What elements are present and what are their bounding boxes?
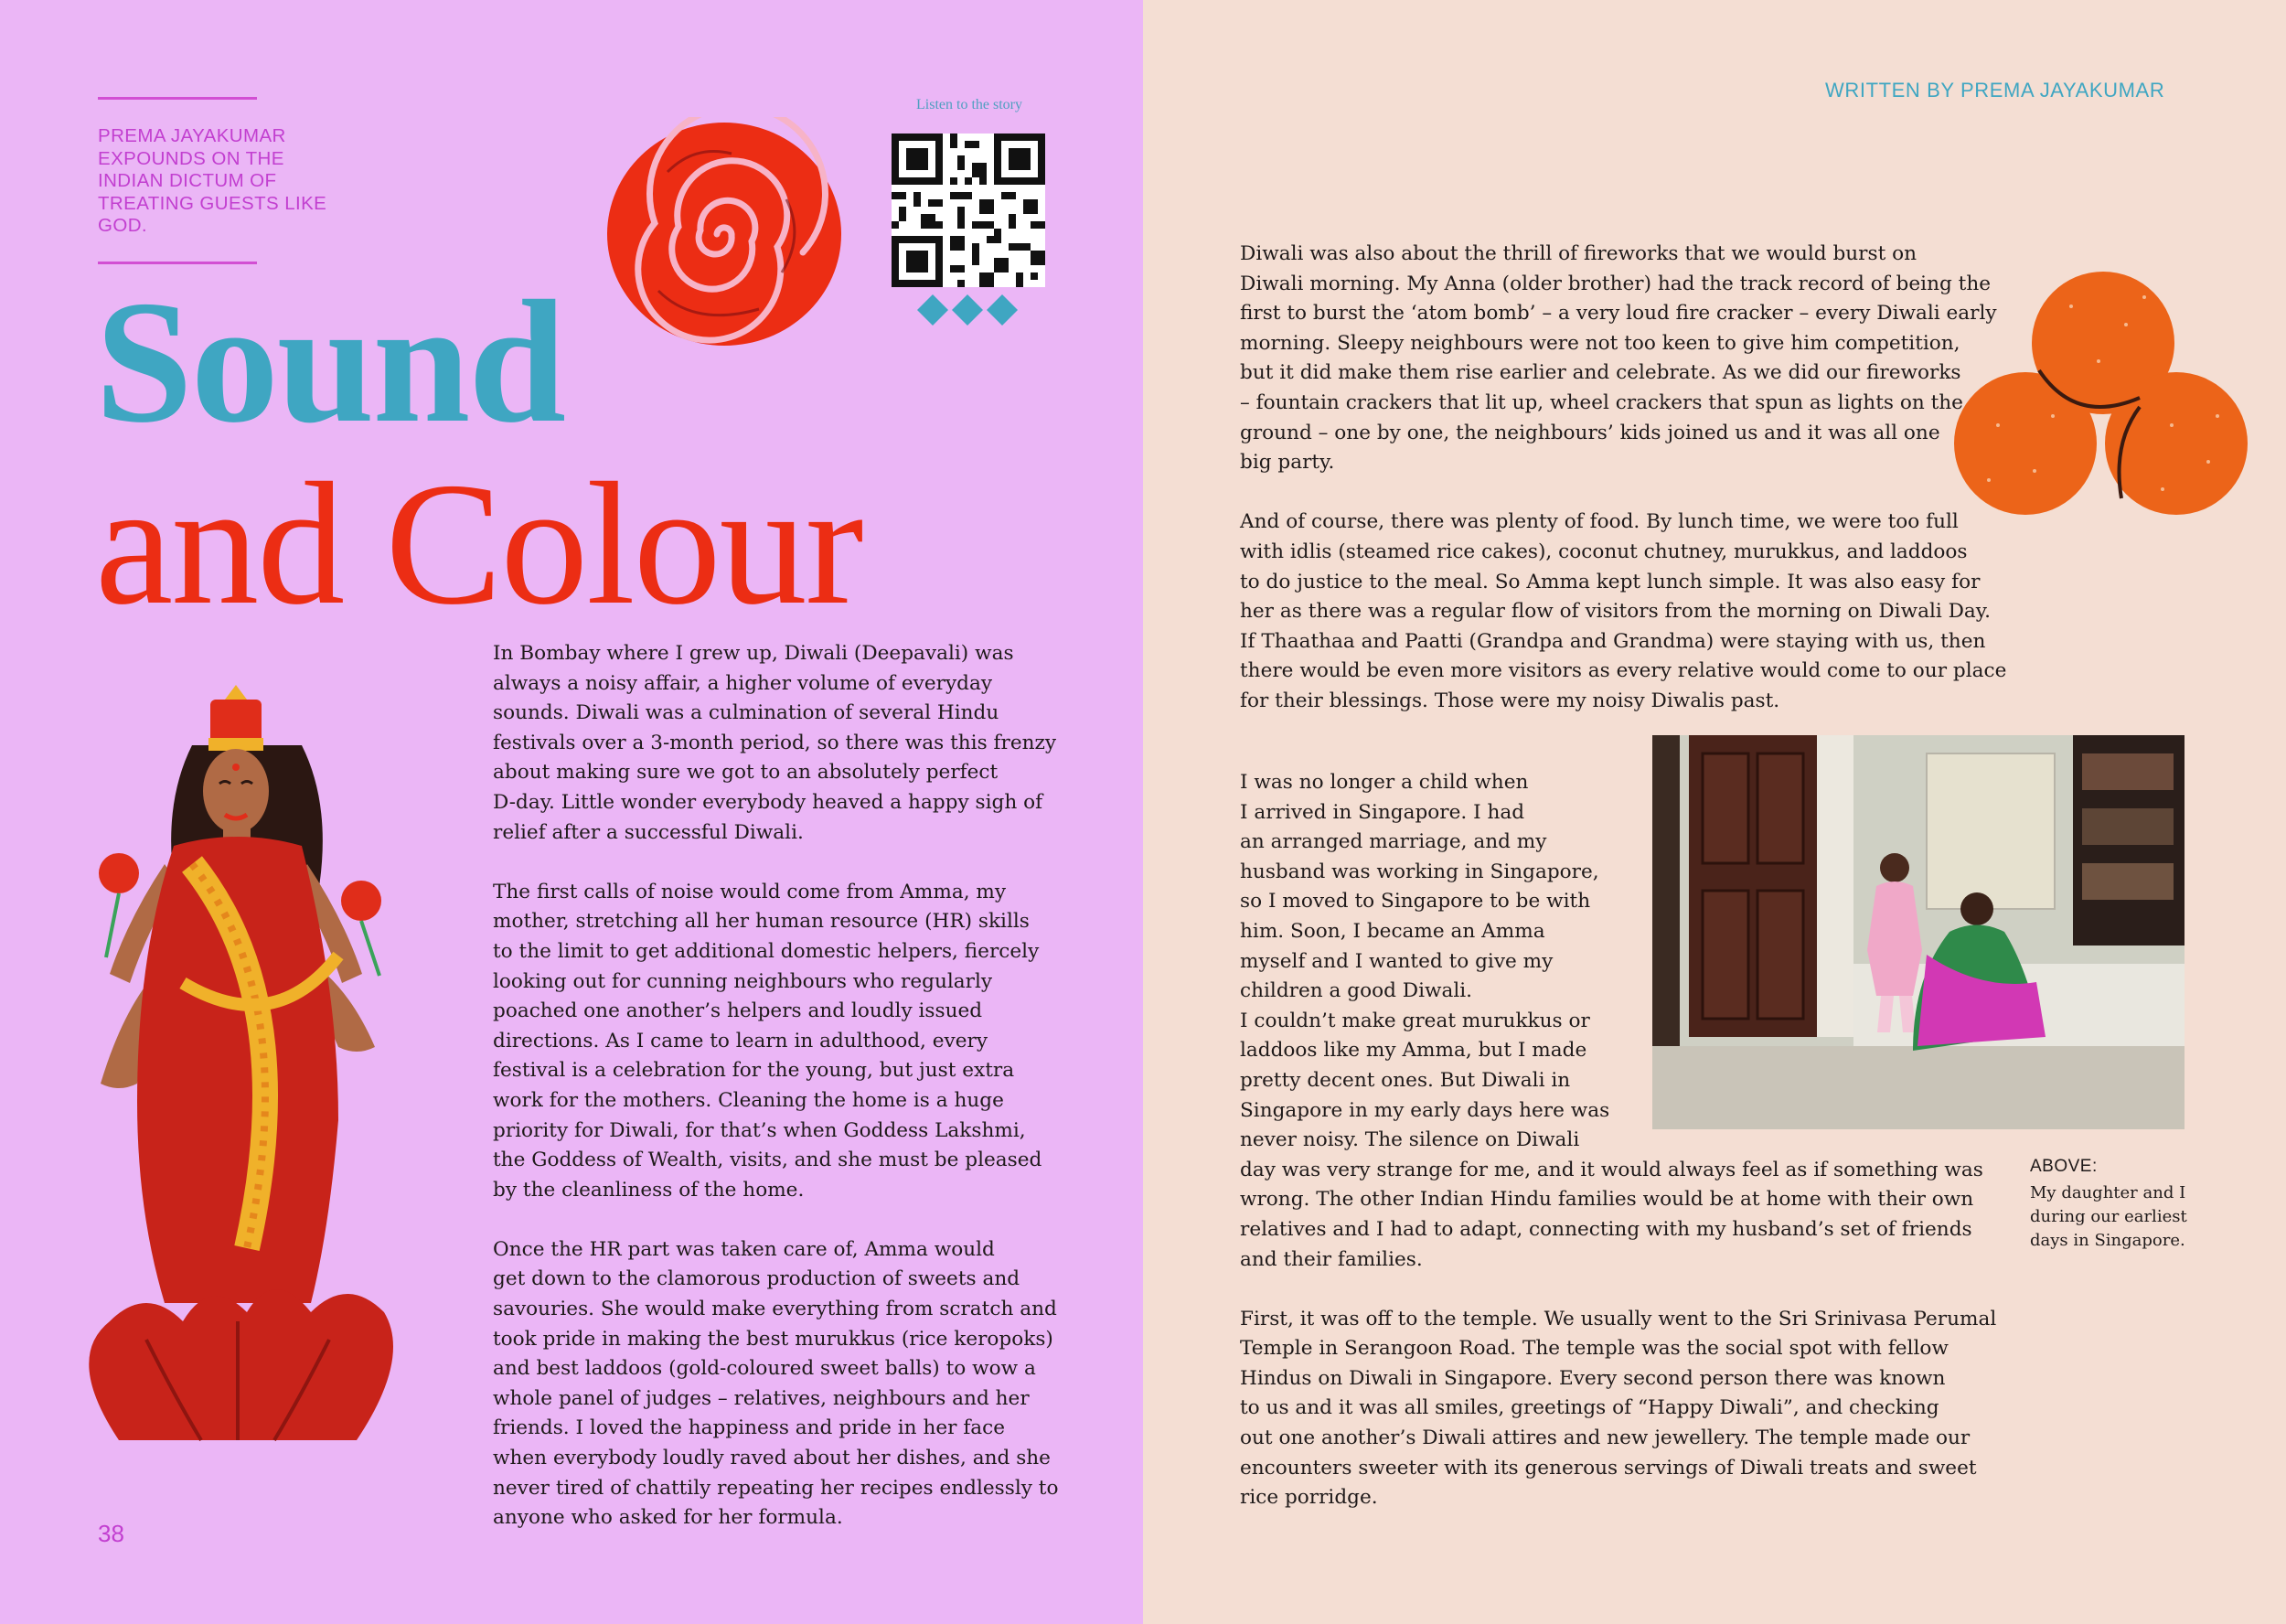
byline: WRITTEN BY PREMA JAYAKUMAR xyxy=(1825,79,2165,102)
page-number: 38 xyxy=(98,1520,124,1547)
qr-code[interactable] xyxy=(892,134,1045,287)
kicker-text: PREMA JAYAKUMAR EXPOUNDS ON THE INDIAN DICTUM OF TREATING GUESTS LIKE GOD. xyxy=(98,125,327,236)
left-paragraph-3: Once the HR part was taken care of, Amma would get down to the clamorous production of sweets and savouries. She would make everything from scratch and took pride in making the best murukkus (rice keropoks) and best laddoos (gold-coloured sweet balls) to wow a whole panel of judges – relatives, neighbours and her friends. I loved the happiness and pride in her face when everybody loudly raved about her dishes, and she never tired of chattily repeating her recipes endlessly to anyone who asked for her formula. xyxy=(493,1237,1059,1530)
caption-heading: ABOVE: xyxy=(2030,1157,2098,1176)
title-line-1: Sound xyxy=(95,264,565,459)
title-line-2: and Colour xyxy=(95,446,862,641)
right-paragraph-3: I was no longer a child when I arrived in Singapore. I had an arranged marriage, and my husband was working in Singapore, so I moved to Singapore to be with him. Soon, I became an Amma myself and I wanted to give my children a good Diwali. I couldn’t make great murukkus or laddoos like my Amma, but I made pretty decent ones. But Diwali in Singapore in my early days here was never noisy. The silence on Diwali day was very strange for me, and it would always feel as if something was wrong. The other Indian Hindu families would be at home with their own relatives and I had to adapt, connecting with my husband’s set of friends and their families. xyxy=(1240,771,1983,1271)
photo-caption: My daughter and I during our earliest days in Singapore. xyxy=(2030,1183,2187,1250)
left-paragraph-1: In Bombay where I grew up, Diwali (Deepavali) was always a noisy affair, a higher volume of everyday sounds. Diwali was a culmination of several Hindu festivals over a 3-month period, so there was this frenzy about making sure we got to an absolutely perfect D-day. Little wonder everybody heaved a happy sigh of relief after a successful Diwali. xyxy=(493,642,1057,844)
right-paragraph-4: First, it was off to the temple. We usually went to the Sri Srinivasa Perumal Temple in Serangoon Road. The temple was the social spot with fellow Hindus on Diwali in Singapore. Every second person there was known to us and it was all smiles, greetings of “Happy Diwali”, and checking out one another’s Diwali attires and new jewellery. The temple made our encounters sweeter with its generous servings of Diwali treats and sweet rice porridge. xyxy=(1240,1307,1997,1510)
right-paragraph-2: And of course, there was plenty of food. By lunch time, we were too full with idlis (steamed rice cakes), coconut chutney, murukkus, and laddoos to do justice to the meal. So Amma kept lunch simple. It was also easy for her as there was a regular flow of visitors from the morning on Diwali Day. If Thaathaa and Paatti (Grandpa and Grandma) were staying with us, then there would be even more visitors as every relative would come to our place for their blessings. Those were my noisy Diwalis past. xyxy=(1240,510,2007,712)
left-paragraph-2: The first calls of noise would come from Amma, my mother, stretching all her human resource (HR) skills to the limit to get additional domestic helpers, fiercely looking out for cunning neighbours who regularly poached one another’s helpers and loudly issued directions. As I came to learn in adulthood, every festival is a celebration for the young, but just extra work for the mothers. Cleaning the home is a huge priority for Diwali, for that’s when Goddess Lakshmi, the Goddess of Wealth, visits, and she must be pleased by the cleanliness of the home. xyxy=(493,880,1042,1202)
right-body-top xyxy=(1240,240,2006,717)
laddoo-illustration xyxy=(1952,270,2249,517)
right-paragraph-1: Diwali was also about the thrill of fireworks that we would burst on Diwali morning. My Anna (older brother) had the track record of being the first to burst the ‘atom bomb’ – a very loud fire cracker – every Diwali early morning. Sleepy neighbours were not too keen to give him competition, but it did make them rise earlier and celebrate. As we did our fireworks – fountain crackers that lit up, wheel crackers that spun as lights on the ground – one by one, the neighbours’ kids joined us and it was all one big party. xyxy=(1240,242,1997,475)
listen-label: Listen to the story xyxy=(916,97,1022,112)
diamond-ornament xyxy=(917,294,1018,326)
family-photo xyxy=(1652,735,2185,1129)
kicker-rule-top xyxy=(98,97,257,100)
left-body-text xyxy=(493,639,1058,1533)
right-page xyxy=(1143,0,2286,1624)
goddess-lakshmi-illustration xyxy=(55,681,466,1468)
red-swirl-illustration xyxy=(604,117,850,355)
